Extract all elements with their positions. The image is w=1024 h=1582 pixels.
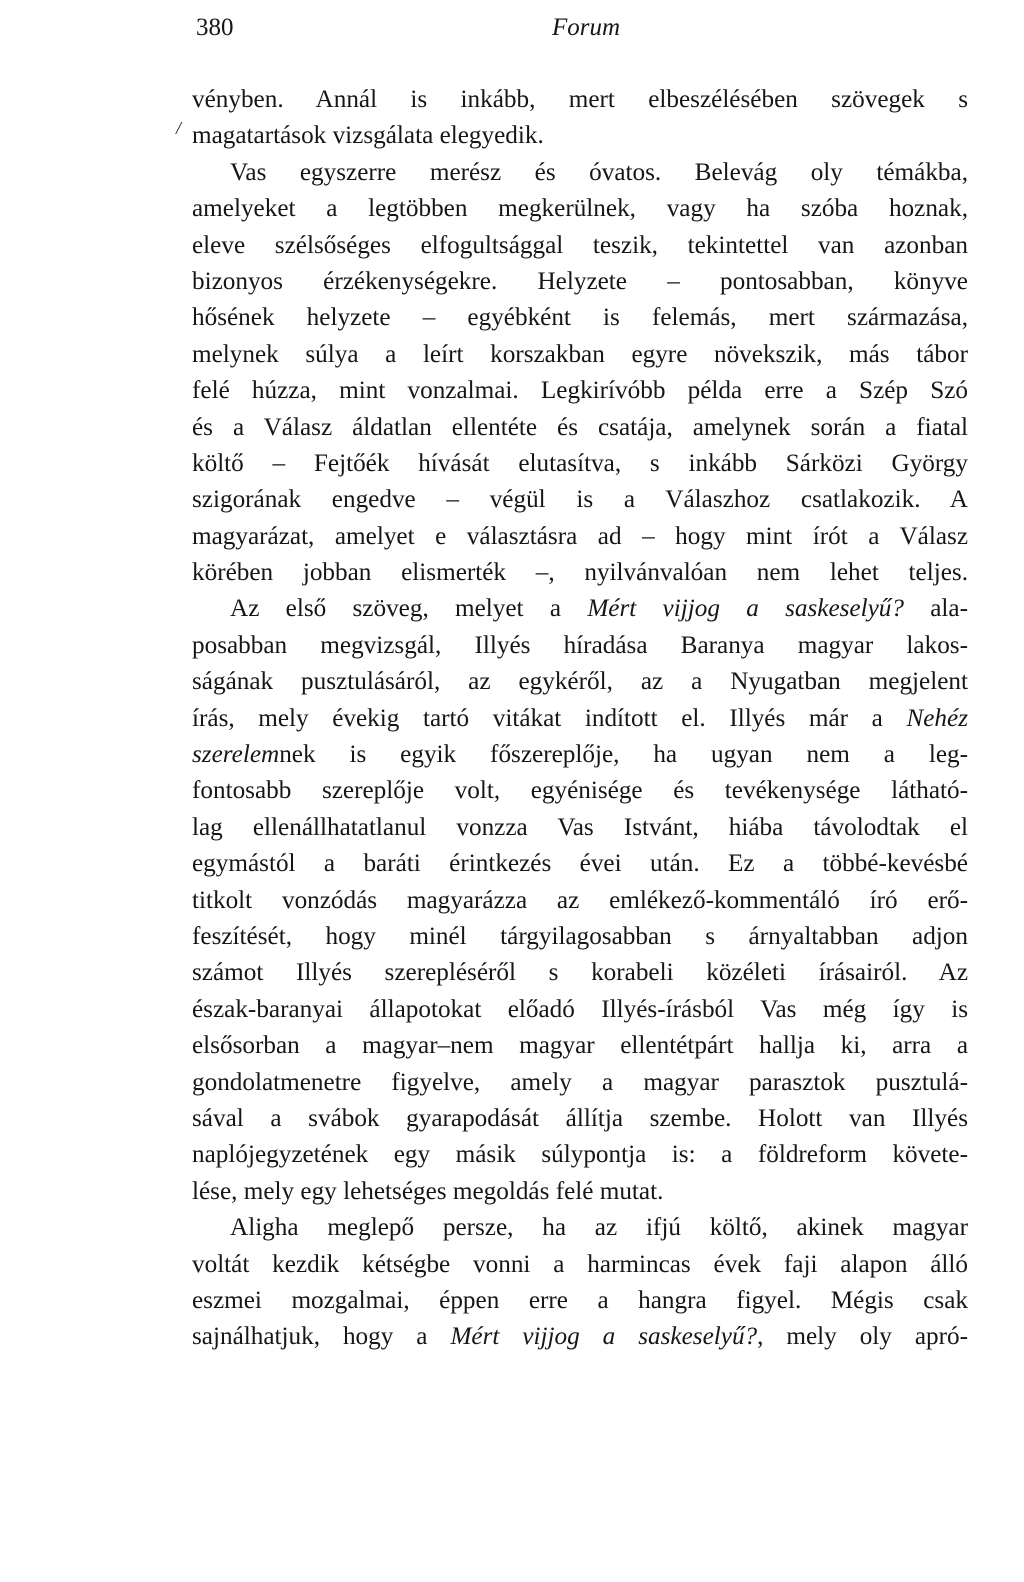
margin-mark: / (176, 118, 182, 138)
title-italic: szerelem (192, 741, 280, 769)
text-line: titkolt vonzódás magyarázza az emlékező-kommentáló író erő- (192, 886, 968, 914)
text-line: felé húzza, mint vonzalmai. Legkirívóbb példa erre a Szép Szó (192, 377, 968, 405)
text-line: melynek súlya a leírt korszakban egyre növekszik, más tábor (192, 340, 968, 368)
text-line: naplójegyzetének egy másik súlypontja is: a földreform követe- (192, 1141, 968, 1169)
text-line: magatartások vizsgálata elegyedik. (192, 122, 544, 150)
body-text (192, 82, 968, 1356)
text-line: egymástól a baráti érintkezés évei után. Ez a többé-kevésbé (192, 850, 968, 878)
text-line (192, 737, 968, 773)
text-line: lése, mely egy lehetséges megoldás felé mutat. (192, 1177, 664, 1205)
text-line: bizonyos érzékenységekre. Helyzete – pontosabban, könyve (192, 267, 968, 295)
text-line: amelyeket a legtöbben megkerülnek, vagy ha szóba hoznak, (192, 195, 968, 223)
text-run: , mely oly apró- (757, 1323, 968, 1351)
text-line (192, 701, 968, 737)
text-line: és a Válasz áldatlan ellentéte és csatája, amelynek során a fiatal (192, 413, 968, 441)
text-line: magyarázat, amelyet e választásra ad – hogy mint írót a Válasz (192, 522, 968, 550)
text-line: gondolatmenetre figyelve, amely a magyar parasztok pusztulá- (192, 1068, 968, 1096)
title-italic: Nehéz (906, 704, 968, 732)
text-line (192, 591, 968, 627)
text-run: sajnálhatjuk, hogy a (192, 1323, 451, 1351)
text-line: számot Illyés szerepléséről s korabeli közéleti írásairól. Az (192, 959, 968, 987)
text-line: észak-baranyai állapotokat előadó Illyés-írásból Vas még így is (192, 995, 968, 1023)
text-line: posabban megvizsgál, Illyés híradása Baranya magyar lakos- (192, 631, 968, 659)
text-line: feszítését, hogy minél tárgyilagosabban s árnyaltabban adjon (192, 922, 968, 950)
text-line: szigorának engedve – végül is a Válaszhoz csatlakozik. A (192, 486, 968, 514)
text-line: fontosabb szereplője volt, egyénisége és tevékenysége látható- (192, 777, 968, 805)
text-line: körében jobban elismerték –, nyilvánvalóan nem lehet teljes. (192, 559, 968, 587)
text-line: vényben. Annál is inkább, mert elbeszélésében szövegek s (192, 86, 968, 113)
page-header (196, 14, 966, 46)
text-line: voltát kezdik kétségbe vonni a harmincas évek faji alapon álló (192, 1250, 968, 1278)
title-italic: Mért vijjog a saskeselyű? (587, 595, 904, 623)
text-line: lag ellenállhatatlanul vonzza Vas Istvánt, hiába távolodtak el (192, 813, 968, 841)
text-run: nek is egyik főszereplője, ha ugyan nem a leg- (279, 741, 968, 769)
text-line: eszmei mozgalmai, éppen erre a hangra figyel. Mégis csak (192, 1286, 968, 1314)
text-line (192, 1319, 968, 1355)
text-run: írás, mely évekig tartó vitákat indított el. Illyés már a (192, 704, 907, 732)
text-line: elsősorban a magyar–nem magyar ellentétpárt hallja ki, arra a (192, 1032, 968, 1060)
text-line: Aligha meglepő persze, ha az ifjú költő, akinek magyar (230, 1214, 968, 1242)
text-run: Az első szöveg, melyet a (230, 595, 588, 623)
text-line: Vas egyszerre merész és óvatos. Belevág oly témákba, (230, 158, 968, 186)
text-run: ala- (903, 595, 968, 623)
title-italic: Mért vijjog a saskeselyű? (450, 1323, 758, 1351)
text-line: sával a svábok gyarapodását állítja szembe. Holott van Illyés (192, 1104, 968, 1132)
text-line: eleve szélsőséges elfogultsággal teszik, tekintettel van azonban (192, 231, 968, 259)
running-title: Forum (552, 14, 621, 41)
text-line: hősének helyzete – egyébként is felemás, mert származása, (192, 304, 968, 332)
text-line: költő – Fejtőék hívását elutasítva, s inkább Sárközi György (192, 449, 968, 477)
text-line: ságának pusztulásáról, az egykéről, az a Nyugatban megjelent (192, 668, 968, 696)
page-number: 380 (196, 14, 234, 41)
